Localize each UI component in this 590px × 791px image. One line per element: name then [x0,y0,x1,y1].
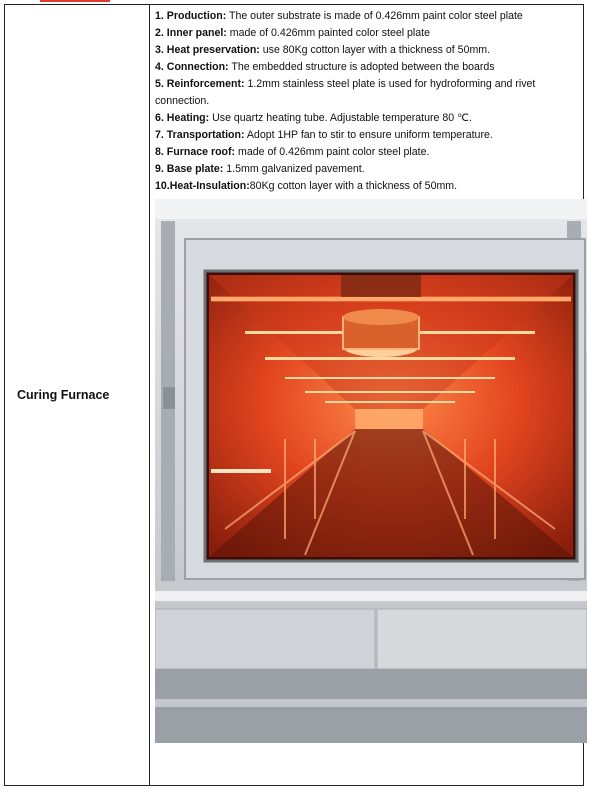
furnace-illustration [155,199,587,743]
spec-list [150,5,583,743]
furnace-photo [155,199,587,743]
spec-table [4,4,584,786]
latch-icon [163,387,175,409]
spec-item: 10.Heat-Insulation:80Kg cotton layer with a thickness of 50mm. [155,180,458,192]
spec-item: 6. Heating: Use quartz heating tube. Adjustable temperature 80 ℃. [155,112,472,124]
row-label: Curing Furnace [17,388,110,402]
label-cell [5,5,150,786]
spec-row [5,5,584,786]
spec-item: 8. Furnace roof: made of 0.426mm paint color steel plate. [155,146,430,158]
top-red-mark [40,0,110,2]
spec-item: 9. Base plate: 1.5mm galvanized pavement. [155,163,365,175]
spec-item: 1. Production: The outer substrate is made of 0.426mm paint color steel plate [155,10,523,22]
spec-item: 7. Transportation: Adopt 1HP fan to stir to ensure uniform temperature. [155,129,493,141]
spec-item: 3. Heat preservation: use 80Kg cotton layer with a thickness of 50mm. [155,44,491,56]
spec-item: 2. Inner panel: made of 0.426mm painted color steel plate [155,27,431,39]
content-cell [150,5,584,786]
fan-housing [341,275,421,357]
spec-item: 5. Reinforcement: 1.2mm stainless steel plate is used for hydroforming and rivet connection. [155,78,536,107]
spec-item: 4. Connection: The embedded structure is adopted between the boards [155,61,495,73]
